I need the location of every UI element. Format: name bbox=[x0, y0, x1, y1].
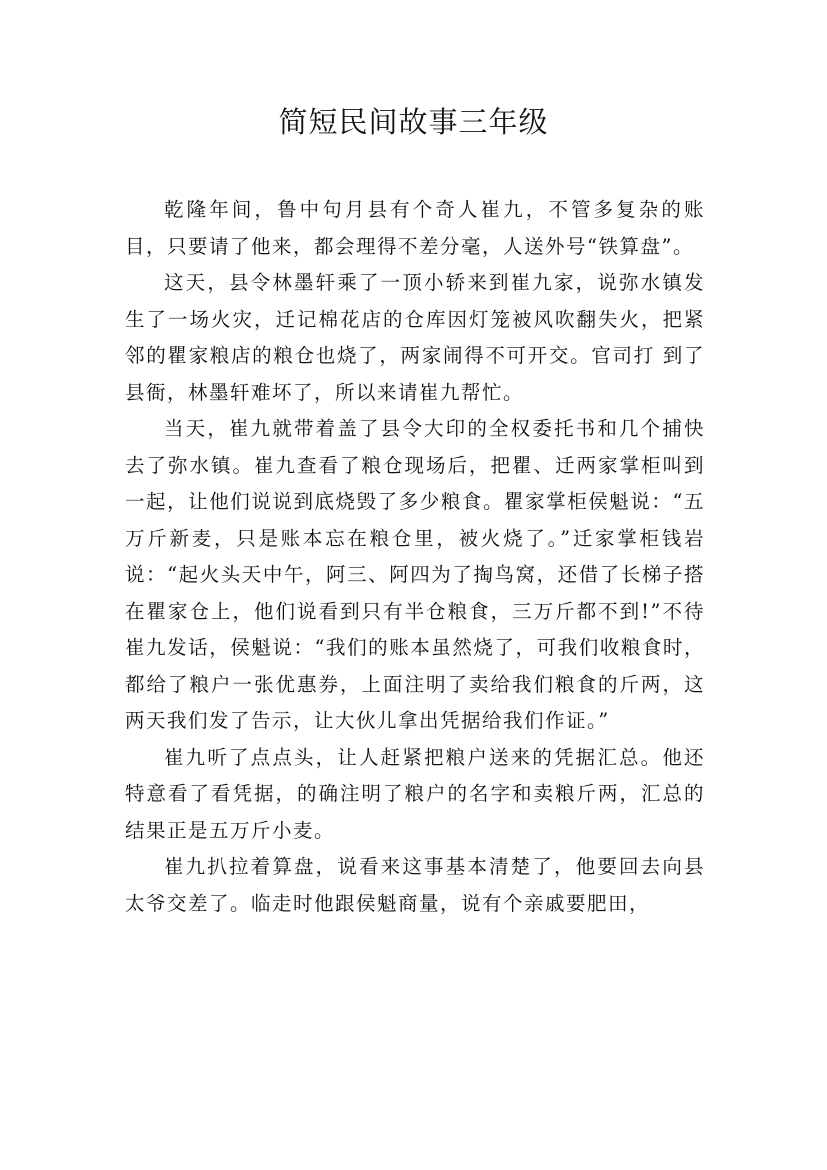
paragraph-5: 崔九扒拉着算盘，说看来这事基本清楚了，他要回去向县太爷交差了。临走时他跟侯魁商量，说有个亲戚要肥田， bbox=[125, 855, 705, 915]
paragraph-3: 当天，崔九就带着盖了县令大印的全权委托书和几个捕快去了弥水镇。崔九查看了粮仓现场后，把瞿、迁两家掌柜叫到一起，让他们说说到底烧毁了多少粮食。瞿家掌柜侯魁说：“五万斤新麦，只是账本忘在粮仓里，被火烧了。”迁家掌柜钱岩说：“起火头天中午，阿三、阿四为了掏鸟窝，还借了长梯子搭在瞿家仓上，他们说看到只有半仓粮食，三万斤都不到!”不待崔九发话，侯魁说：“我们的账本虽然烧了，可我们收粮食时，都给了粮户一张优惠券，上面注明了卖给我们粮食的斤两，这两天我们发了告示，让大伙儿拿出凭据给我们作证。” bbox=[125, 417, 705, 732]
document-title: 简短民间故事三年级 bbox=[278, 105, 549, 139]
paragraph-1: 乾隆年间，鲁中句月县有个奇人崔九，不管多复杂的账目，只要请了他来，都会理得不差分毫，人送外号“铁算盘”。 bbox=[125, 198, 705, 258]
paragraph-4: 崔九听了点点头，让人赶紧把粮户送来的凭据汇总。他还特意看了看凭据，的确注明了粮户的名字和卖粮斤两，汇总的结果正是五万斤小麦。 bbox=[125, 745, 705, 842]
document-body bbox=[125, 192, 705, 922]
paragraph-2: 这天，县令林墨轩乘了一顶小轿来到崔九家，说弥水镇发生了一场火灾，迁记棉花店的仓库因灯笼被风吹翻失火，把紧邻的瞿家粮店的粮仓也烧了，两家闹得不可开交。官司打 到了县衙，林墨轩难坏了，所以来请崔九帮忙。 bbox=[125, 271, 705, 404]
